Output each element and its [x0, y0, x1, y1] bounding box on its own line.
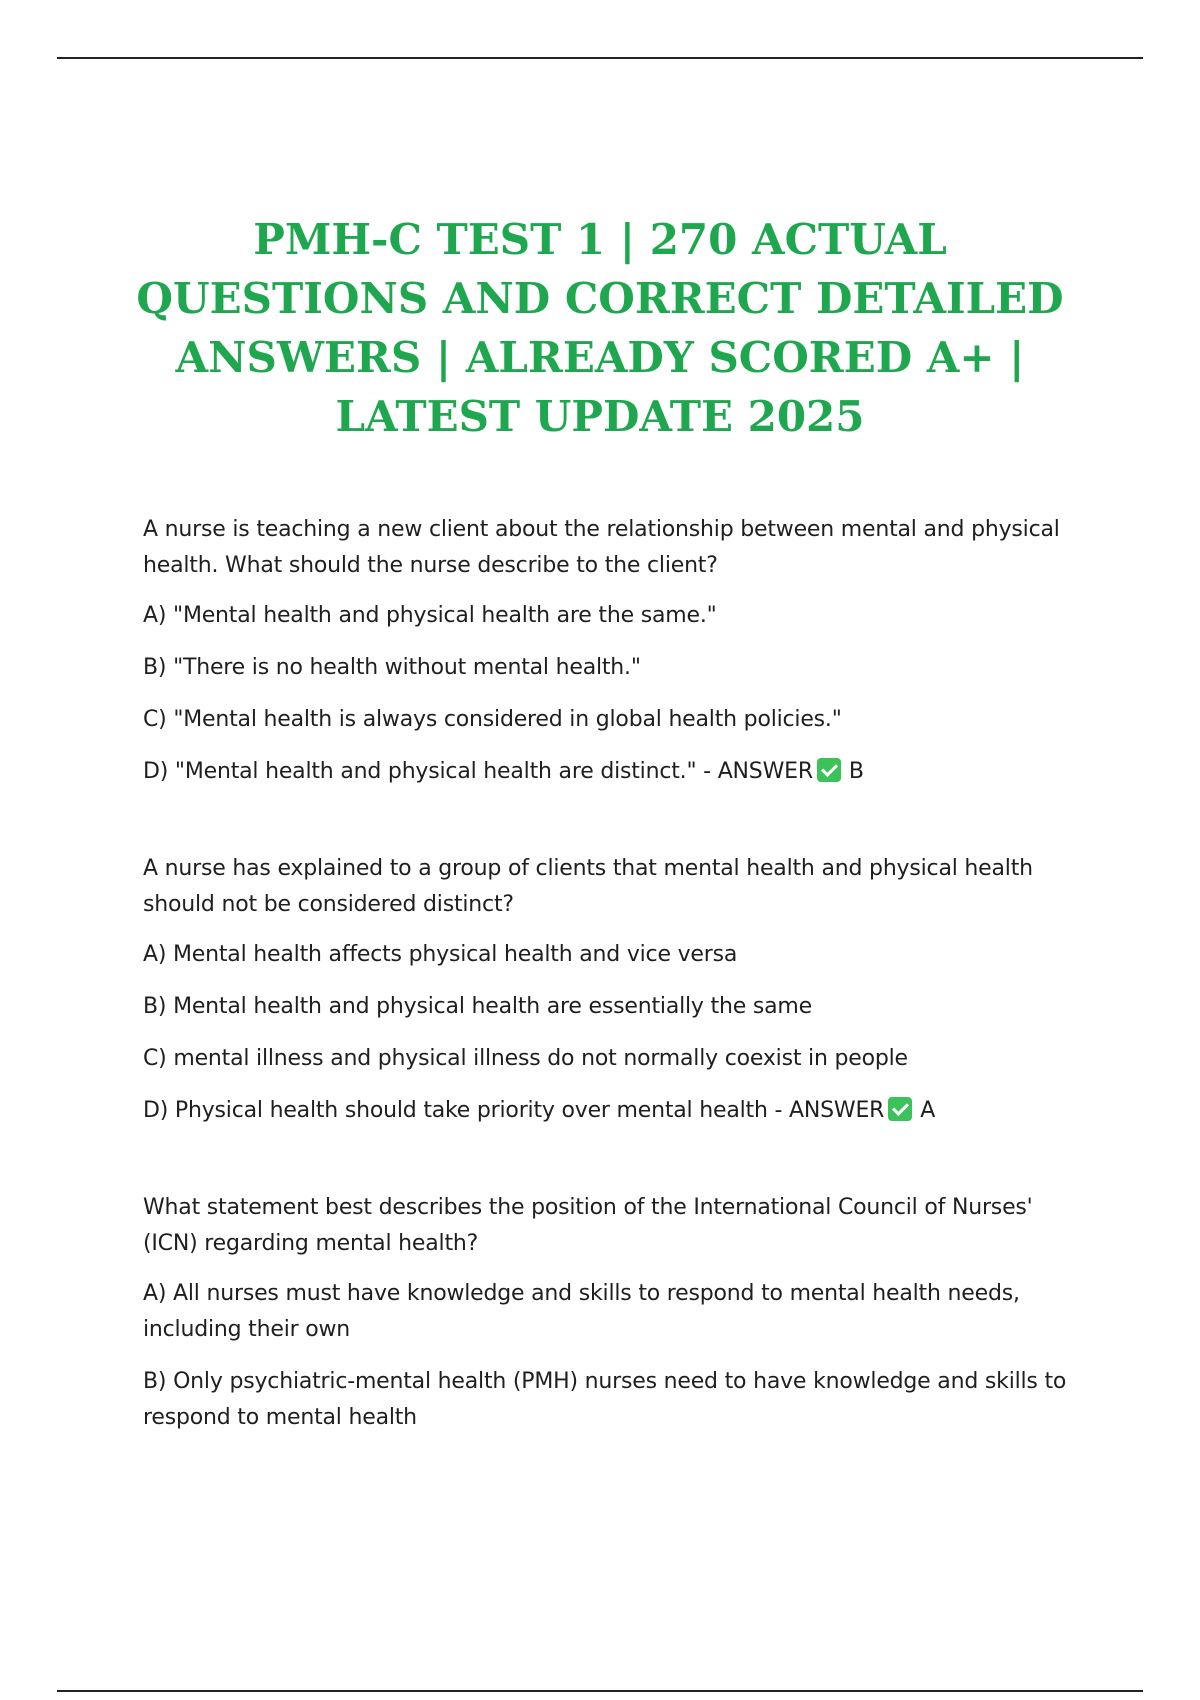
check-icon — [817, 758, 841, 782]
document-title — [120, 210, 1080, 446]
option-c: C) mental illness and physical illness do not normally coexist in people — [143, 1046, 908, 1071]
question-list — [143, 512, 1073, 1452]
top-rule — [57, 57, 1143, 59]
option-a: A) "Mental health and physical health are the same." — [143, 603, 717, 628]
option-b: B) Mental health and physical health are essentially the same — [143, 994, 812, 1019]
question-text: What statement best describes the position of the International Council of Nurses' (ICN) regarding mental health? — [143, 1195, 1033, 1256]
title-line: QUESTIONS AND CORRECT DETAILED — [136, 274, 1064, 323]
title-line: LATEST UPDATE 2025 — [335, 392, 865, 441]
option-c: C) "Mental health is always considered in global health policies." — [143, 707, 842, 732]
option-b: B) "There is no health without mental health." — [143, 655, 641, 680]
question-text: A nurse has explained to a group of clients that mental health and physical health should not be considered distinct? — [143, 856, 1033, 917]
option-a: A) Mental health affects physical health and vice versa — [143, 942, 738, 967]
option-d: D) "Mental health and physical health are distinct." — [143, 759, 697, 784]
title-line: ANSWERS | ALREADY SCORED A+ | — [175, 333, 1025, 382]
answer-value: B — [848, 759, 864, 784]
question-text: A nurse is teaching a new client about the relationship between mental and physical health. What should the nurse describe to the client? — [143, 517, 1060, 578]
question-2 — [143, 851, 1073, 1129]
answer-value: A — [920, 1098, 936, 1123]
option-a: A) All nurses must have knowledge and skills to respond to mental health needs, including their own — [143, 1281, 1020, 1342]
option-d-with-answer — [143, 754, 1073, 790]
bottom-rule — [57, 1690, 1143, 1692]
answer-label: - ANSWER — [703, 759, 813, 784]
question-3 — [143, 1190, 1073, 1436]
title-line: PMH-C TEST 1 | 270 ACTUAL — [253, 215, 947, 264]
question-1 — [143, 512, 1073, 790]
check-icon — [888, 1097, 912, 1121]
option-d-with-answer — [143, 1093, 1073, 1129]
answer-label: - ANSWER — [774, 1098, 885, 1123]
option-b: B) Only psychiatric-mental health (PMH) nurses need to have knowledge and skills to respond to mental health — [143, 1369, 1067, 1430]
option-d: D) Physical health should take priority over mental health — [143, 1098, 768, 1123]
